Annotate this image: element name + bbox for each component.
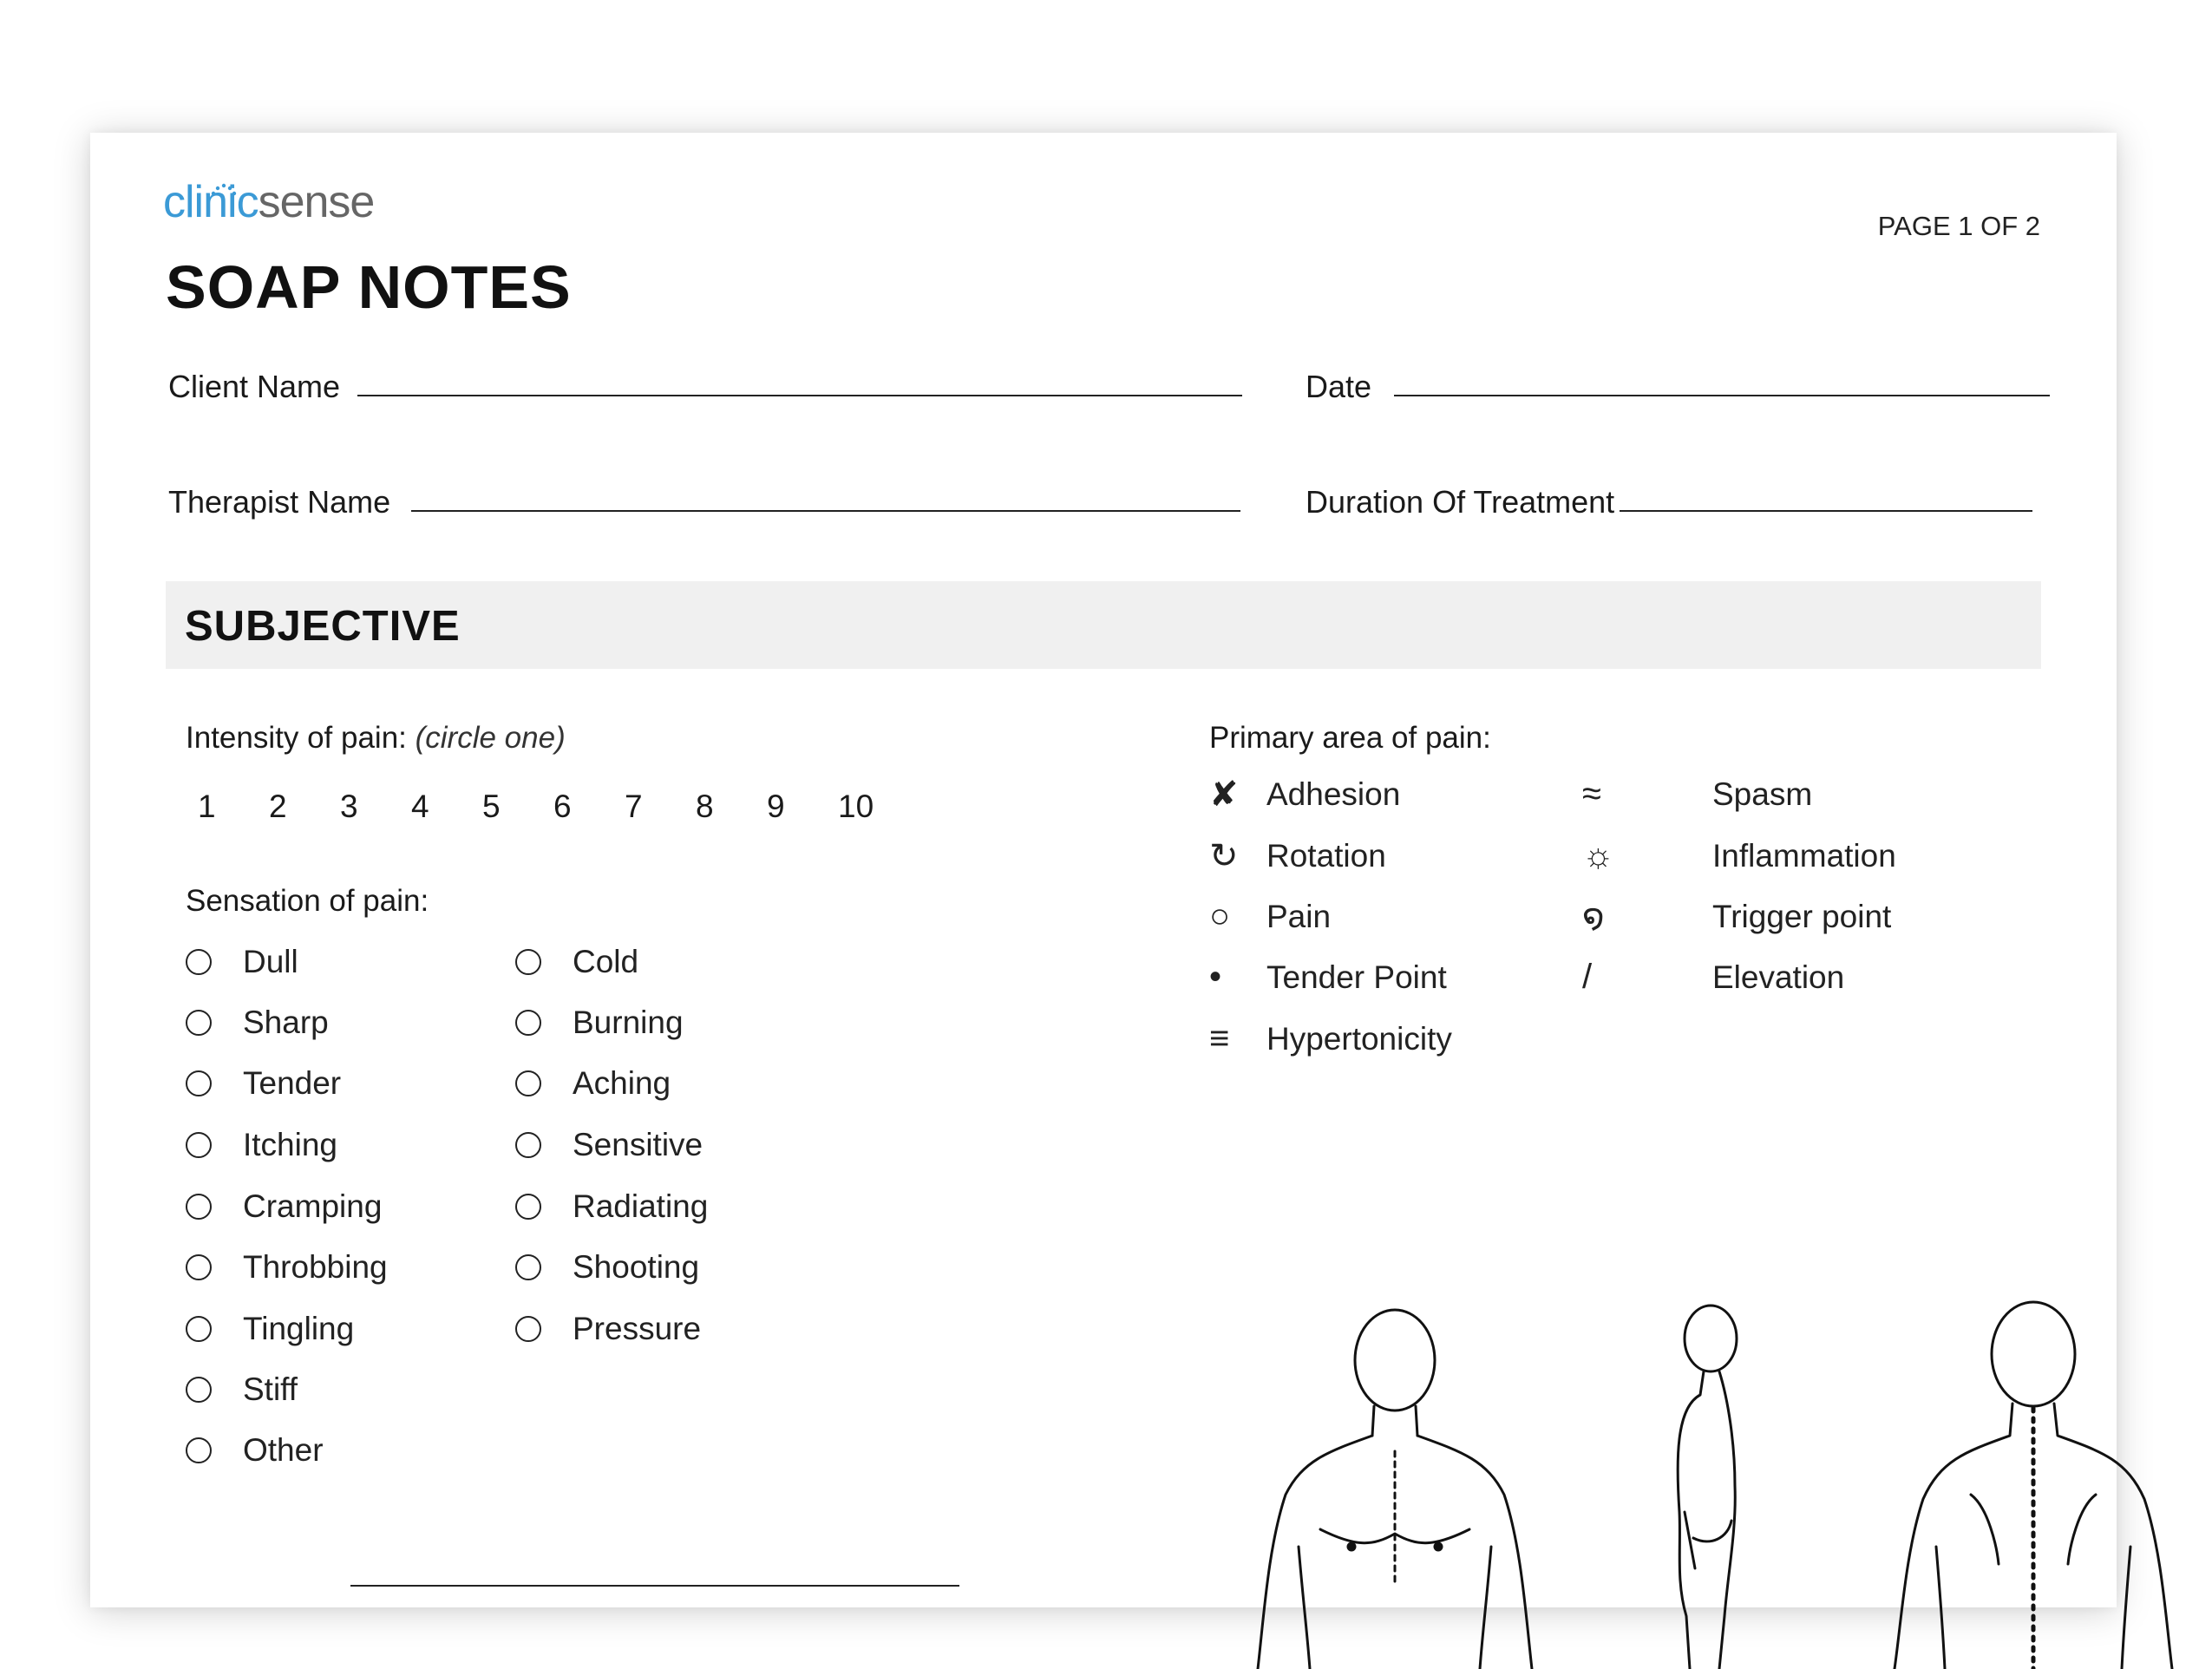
other-line[interactable] — [350, 1585, 959, 1587]
back-head — [1992, 1302, 2075, 1406]
duration-label: Duration Of Treatment — [1306, 484, 1615, 520]
sensation-option[interactable]: Tender — [186, 1065, 341, 1102]
intensity-label: Intensity of pain: (circle one) — [186, 721, 566, 755]
scale-value[interactable]: 6 — [553, 789, 572, 824]
sensation-option[interactable]: Tingling — [186, 1311, 354, 1347]
cross-icon: ✘ — [1209, 776, 1239, 814]
radio-icon[interactable] — [186, 949, 212, 975]
scale-value[interactable]: 1 — [198, 789, 216, 824]
pain-scale — [198, 789, 909, 825]
sensation-option[interactable]: Dull — [186, 944, 298, 980]
radio-icon[interactable] — [186, 1132, 212, 1158]
side-head — [1685, 1306, 1737, 1371]
sensation-option[interactable]: Aching — [515, 1065, 671, 1102]
radio-icon[interactable] — [186, 1010, 212, 1036]
sensation-option[interactable]: Sensitive — [515, 1127, 703, 1163]
therapist-name-label: Therapist Name — [168, 484, 391, 520]
radio-icon[interactable] — [515, 1132, 541, 1158]
radio-icon[interactable] — [186, 1070, 212, 1096]
scale-value[interactable]: 4 — [411, 789, 429, 824]
legend-item-spasm: ≈ Spasm — [1582, 775, 1813, 813]
slash-icon: / — [1582, 958, 1593, 996]
sun-icon: ☼ — [1582, 836, 1614, 874]
scale-value[interactable]: 7 — [625, 789, 643, 824]
radio-icon[interactable] — [515, 1254, 541, 1280]
radio-icon[interactable] — [186, 1377, 212, 1403]
legend-item-inflammation: ☼ Inflammation — [1582, 836, 1896, 874]
intensity-hint: (circle one) — [415, 721, 566, 755]
radio-icon[interactable] — [186, 1316, 212, 1342]
page-number: PAGE 1 OF 2 — [1877, 211, 2040, 241]
scale-value[interactable]: 5 — [482, 789, 501, 824]
radio-icon[interactable] — [186, 1437, 212, 1463]
radio-icon[interactable] — [186, 1194, 212, 1220]
scale-value[interactable]: 9 — [767, 789, 785, 824]
scale-value[interactable]: 3 — [340, 789, 358, 824]
subjective-section-header — [166, 581, 2041, 669]
radio-icon[interactable] — [186, 1254, 212, 1280]
radio-icon[interactable] — [515, 1194, 541, 1220]
legend-item-hypertonicity: ≡ Hypertonicity — [1209, 1019, 1452, 1057]
sensation-option-other[interactable]: Other — [186, 1432, 324, 1469]
radio-icon[interactable] — [515, 1010, 541, 1036]
scale-value[interactable]: 10 — [838, 789, 874, 824]
scale-value[interactable]: 2 — [269, 789, 287, 824]
dot-icon: • — [1209, 958, 1222, 996]
duration-field[interactable] — [1306, 484, 2032, 520]
sensation-option[interactable]: Burning — [515, 1005, 684, 1041]
primary-area-label: Primary area of pain: — [1209, 721, 1491, 755]
logo: clinicsense — [163, 177, 375, 227]
radio-icon[interactable] — [515, 1316, 541, 1342]
sensation-option[interactable]: Cold — [515, 944, 638, 980]
front-head — [1355, 1310, 1435, 1410]
body-diagram[interactable] — [1155, 1286, 2196, 1669]
date-field[interactable] — [1306, 369, 2050, 405]
trigger-icon: ໑ — [1582, 898, 1605, 936]
client-name-label: Client Name — [168, 369, 341, 404]
radio-icon[interactable] — [515, 949, 541, 975]
sensation-option[interactable]: Radiating — [515, 1188, 708, 1225]
legend-item-tender-point: • Tender Point — [1209, 958, 1447, 996]
therapist-name-line[interactable] — [411, 510, 1240, 512]
sensation-option[interactable]: Stiff — [186, 1371, 298, 1408]
client-name-field[interactable] — [168, 369, 1242, 405]
scale-value[interactable]: 8 — [696, 789, 714, 824]
client-name-line[interactable] — [357, 395, 1242, 396]
form-page — [90, 133, 2117, 1607]
page-title: SOAP NOTES — [166, 253, 572, 321]
legend-item-rotation: ↻ Rotation — [1209, 837, 1386, 875]
date-label: Date — [1306, 369, 1372, 404]
legend-item-elevation: / Elevation — [1582, 958, 1845, 996]
sensation-option[interactable]: Pressure — [515, 1311, 701, 1347]
date-line[interactable] — [1394, 395, 2050, 396]
sensation-option[interactable]: Shooting — [515, 1249, 699, 1286]
sensation-option[interactable]: Sharp — [186, 1005, 329, 1041]
legend-item-trigger-point: ໑ Trigger point — [1582, 898, 1892, 936]
sensation-label: Sensation of pain: — [186, 884, 429, 918]
wave-icon: ≈ — [1582, 775, 1601, 813]
sensation-option[interactable]: Cramping — [186, 1188, 382, 1225]
circle-icon: ○ — [1209, 897, 1231, 935]
rotation-icon: ↻ — [1209, 837, 1239, 875]
triple-bar-icon: ≡ — [1209, 1019, 1230, 1057]
radio-icon[interactable] — [515, 1070, 541, 1096]
subjective-heading: SUBJECTIVE — [185, 603, 461, 650]
duration-line[interactable] — [1620, 510, 2032, 512]
legend-item-adhesion: ✘ Adhesion — [1209, 776, 1401, 814]
therapist-name-field[interactable] — [168, 484, 1240, 520]
sensation-option[interactable]: Throbbing — [186, 1249, 388, 1286]
sensation-option[interactable]: Itching — [186, 1127, 337, 1163]
legend-item-pain: ○ Pain — [1209, 897, 1332, 935]
